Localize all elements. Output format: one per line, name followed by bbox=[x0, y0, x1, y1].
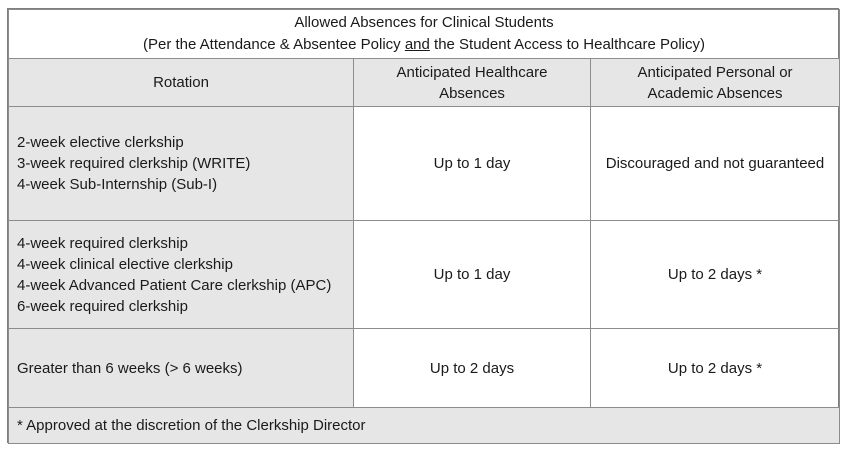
table-footnote bbox=[8, 407, 840, 444]
header-healthcare-line-1: Anticipated Healthcare bbox=[396, 63, 548, 81]
title-line-1: Allowed Absences for Clinical Students bbox=[294, 14, 554, 31]
header-personal-line-2: Academic Absences bbox=[647, 84, 783, 102]
healthcare-value: Up to 2 days bbox=[429, 359, 515, 377]
table-row-1-personal bbox=[590, 106, 840, 221]
personal-value: Up to 2 days * bbox=[667, 266, 763, 283]
header-personal-absences bbox=[590, 58, 840, 107]
healthcare-value: Up to 1 day bbox=[433, 155, 511, 172]
rotation-item: 2-week elective clerkship bbox=[17, 134, 184, 151]
table-row-1-rotation bbox=[8, 106, 354, 221]
header-personal-line-1: Anticipated Personal or bbox=[637, 63, 793, 81]
title-line-2 bbox=[143, 34, 705, 56]
table-row-3-rotation bbox=[8, 328, 354, 408]
table-row-2-personal bbox=[590, 220, 840, 329]
rotation-item: 4-week required clerkship bbox=[17, 234, 188, 252]
rotation-item: 3-week required clerkship (WRITE) bbox=[17, 155, 251, 172]
header-rotation-label: Rotation bbox=[153, 74, 209, 91]
rotation-item: 4-week Advanced Patient Care clerkship (APC) bbox=[17, 276, 332, 294]
header-rotation bbox=[8, 58, 354, 107]
header-healthcare-line-2: Absences bbox=[439, 84, 505, 102]
title-line-2-end: the Student Access to Healthcare Policy) bbox=[429, 36, 706, 53]
rotation-item: 4-week clinical elective clerkship bbox=[17, 255, 233, 273]
table-row-3-healthcare bbox=[353, 328, 591, 408]
header-healthcare-absences bbox=[353, 58, 591, 107]
absence-policy-table bbox=[7, 8, 839, 443]
table-row-2-rotation bbox=[8, 220, 354, 329]
table-row-3-personal bbox=[590, 328, 840, 408]
title-line-2-underlined: and bbox=[404, 36, 430, 53]
footnote-text: * Approved at the discretion of the Clerkship Director bbox=[17, 417, 366, 434]
rotation-item: 6-week required clerkship bbox=[17, 297, 188, 315]
personal-value: Discouraged and not guaranteed bbox=[605, 155, 825, 172]
table-row-1-healthcare bbox=[353, 106, 591, 221]
table-title bbox=[8, 9, 840, 59]
rotation-item: 4-week Sub-Internship (Sub-I) bbox=[17, 176, 218, 193]
personal-value: Up to 2 days * bbox=[667, 359, 763, 377]
rotation-item: Greater than 6 weeks (> 6 weeks) bbox=[17, 359, 243, 377]
healthcare-value: Up to 1 day bbox=[433, 266, 511, 283]
title-line-2-start: (Per the Attendance & Absentee Policy bbox=[142, 36, 405, 53]
table-row-2-healthcare bbox=[353, 220, 591, 329]
